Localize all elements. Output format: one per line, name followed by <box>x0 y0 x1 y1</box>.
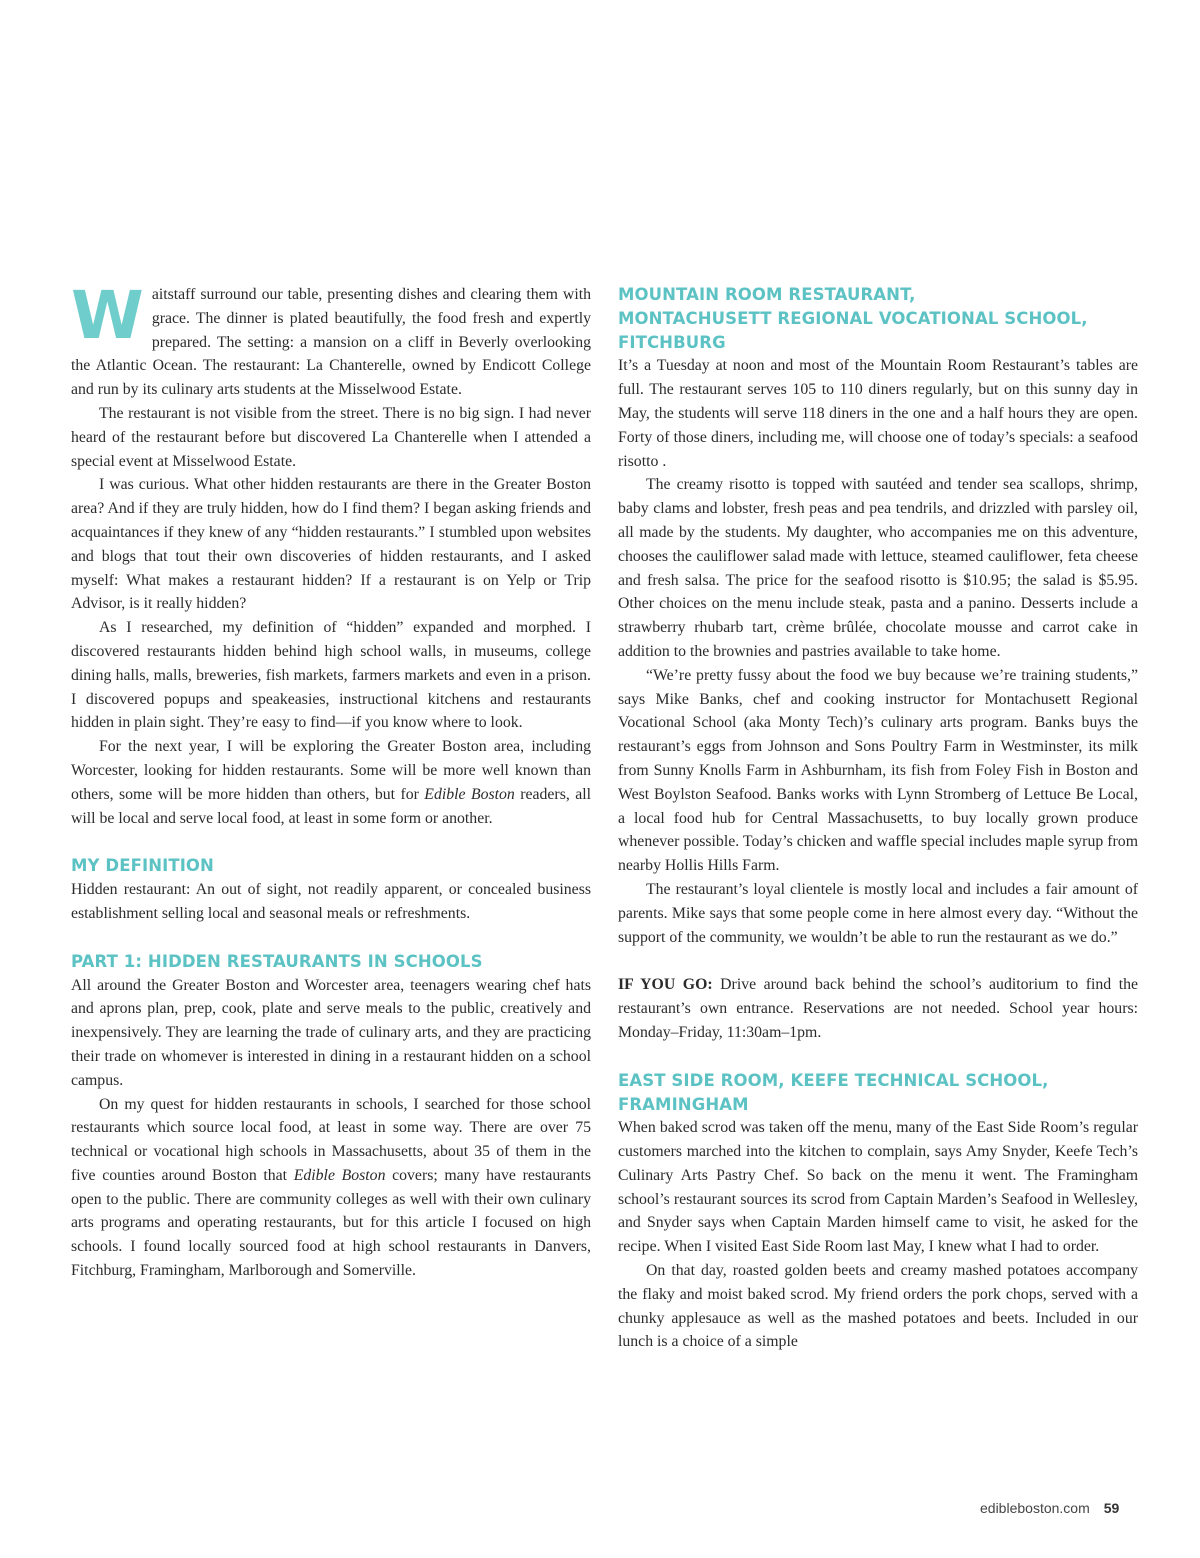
paragraph: All around the Greater Boston and Worcester area, teenagers wearing chef hats and aprons plan, prep, cook, plate and serve meals to the public, creatively and inexpensively. They are learning the trade of culinary arts, and they are practicing their trade on whomever is interested in dining in a restaurant hidden on a school campus. <box>71 976 591 1089</box>
paragraph: The restaurant’s loyal clientele is mostly local and includes a fair amount of parents. Mike says that some people come in here almost every day. “Without the support of the community, we wouldn’t be able to run the restaurant as we do.” <box>618 880 1138 946</box>
intro-text: aitstaff surround our table, presenting dishes and clearing them with grace. The dinner is plated beautifully, the food fresh and expertly prepared. The setting: a mansion on a cliff in Beverly overlooking the Atlantic Ocean. The restaurant: La Chanterelle, owned by Endicott College and run by its culinary arts students at the Misselwood Estate. <box>71 286 591 399</box>
if-you-go-label: IF YOU GO: <box>618 976 713 994</box>
definition-paragraph: Hidden restaurant: An out of sight, not readily apparent, or concealed business establishment selling local and seasonal meals or refreshments. <box>71 881 591 922</box>
section-heading-east-side-room: EAST SIDE ROOM, KEEFE TECHNICAL SCHOOL, FRAMINGHAM <box>618 1070 1049 1114</box>
left-column <box>71 277 591 1283</box>
text-span: readers, all will be local and serve local food, at least in some form or another. <box>71 785 591 827</box>
publication-title: Edible Boston <box>293 1166 386 1184</box>
text-span: covers; many have restaurants open to the public. There are community colleges as well with their own culinary arts programs and operating restaurants, but for this article I focused on high schools. I found locally sourced food at high school restaurants in Danvers, Fitchburg, Framingham, Marlborough and Somerville. <box>71 1166 591 1280</box>
heading-line: MONTACHUSETT REGIONAL VOCATIONAL SCHOOL, FITCHBURG <box>618 308 1088 352</box>
heading-line: MOUNTAIN ROOM RESTAURANT, <box>618 285 916 304</box>
page-number: 59 <box>1103 1500 1120 1516</box>
paragraph: It’s a Tuesday at noon and most of the Mountain Room Restaurant’s tables are full. The restaurant serves 105 to 110 diners regularly, but on this sunny day in May, the students will serve 118 diners in the one and a half hours they are open. Forty of those diners, including me, will choose one of today’s specials: a seafood risotto . <box>618 357 1138 470</box>
drop-cap: W <box>71 277 144 354</box>
intro-paragraph <box>71 277 591 402</box>
page-footer <box>980 1500 1119 1516</box>
section-heading-definition: MY DEFINITION <box>71 856 214 876</box>
paragraph: When baked scrod was taken off the menu, many of the East Side Room’s regular customers marched into the kitchen to complain, says Amy Snyder, Keefe Tech’s Culinary Arts Pastry Chef. So back on the menu it went. The Framingham school’s restaurant sources its scrod from Captain Marden’s Seafood in Wellesley, and Snyder says when Captain Marden himself came to visit, he asked for the recipe. When I visited East Side Room last May, I knew what I had to order. <box>618 1119 1138 1256</box>
paragraph: “We’re pretty fussy about the food we buy because we’re training students,” says Mike Banks, chef and cooking instructor for Montachusett Regional Vocational School (aka Monty Tech)’s culinary arts program. Banks buys the restaurant’s eggs from Johnson and Sons Poultry Farm in Westminster, its milk from Sunny Knolls Farm in Ashburnham, its fish from Foley Fish in Boston and West Boylston Seafood. Banks works with Lynn Stromberg of Lettuce Be Local, a local food hub for Central Massachusetts, to buy locally grown produce whenever possible. Today’s chicken and waffle special includes maple syrup from nearby Hollis Hills Farm. <box>618 666 1138 875</box>
paragraph: I was curious. What other hidden restaurants are there in the Greater Boston area? And if they are truly hidden, how do I find them? I began asking friends and acquaintances if they knew of any “hidden restaurants.” I stumbled upon websites and blogs that tout their own discoveries of hidden restaurants, and I asked myself: What makes a restaurant hidden? If a restaurant is on Yelp or Trip Advisor, is it really hidden? <box>71 476 591 613</box>
site-name: edibleboston.com <box>980 1500 1090 1516</box>
section-heading-mountain-room <box>618 283 1138 354</box>
paragraph: As I researched, my definition of “hidden” expanded and morphed. I discovered restaurants hidden behind high school walls, in museums, college dining halls, malls, breweries, fish markets, farmers markets and even in a prison. I discovered popups and speakeasies, instructional kitchens and restaurants hidden in plain sight. They’re easy to find—if you know where to look. <box>71 619 591 732</box>
paragraph <box>71 1093 591 1283</box>
paragraph <box>71 735 591 830</box>
text-span: On my quest for hidden restaurants in schools, I searched for those school restaurants which source local food, at least in some way. There are over 75 technical or vocational high schools in Massachusetts, about 35 of them in the five counties around Boston that <box>71 1095 591 1184</box>
text-span: Drive around back behind the school’s auditorium to find the restaurant’s own entrance. Reservations are not needed. School year hours: Monday–Friday, 11:30am–1pm. <box>618 976 1138 1041</box>
paragraph: The restaurant is not visible from the street. There is no big sign. I had never heard of the restaurant before but discovered La Chanterelle when I attended a special event at Misselwood Estate. <box>71 404 591 470</box>
if-you-go-paragraph <box>618 973 1138 1044</box>
paragraph: The creamy risotto is topped with sautéed and tender sea scallops, shrimp, baby clams and lobster, fresh peas and pea tendrils, and drizzled with parsley oil, all made by the students. My daughter, who accompanies me on this adventure, chooses the cauliflower salad made with lettuce, steamed cauliflower, feta cheese and fresh salsa. The price for the seafood risotto is $10.95; the salad is $5.95. Other choices on the menu include steak, pasta and a panino. Desserts include a strawberry rhubarb tart, crème brûlée, chocolate mousse and carrot cake in addition to the brownies and pastries available to take home. <box>618 476 1138 660</box>
right-column <box>618 283 1138 1354</box>
paragraph: On that day, roasted golden beets and creamy mashed potatoes accompany the flaky and moist baked scrod. My friend orders the pork chops, served with a chunky applesauce as well as the mashed potatoes and beets. Included in our lunch is a choice of a simple <box>618 1262 1138 1351</box>
text-span: For the next year, I will be exploring the Greater Boston area, including Worcester, looking for hidden restaurants. Some will be more well known than others, some will be more hidden than others, but for <box>71 738 591 803</box>
publication-title: Edible Boston <box>424 785 515 803</box>
section-heading-part1: PART 1: HIDDEN RESTAURANTS IN SCHOOLS <box>71 951 483 971</box>
